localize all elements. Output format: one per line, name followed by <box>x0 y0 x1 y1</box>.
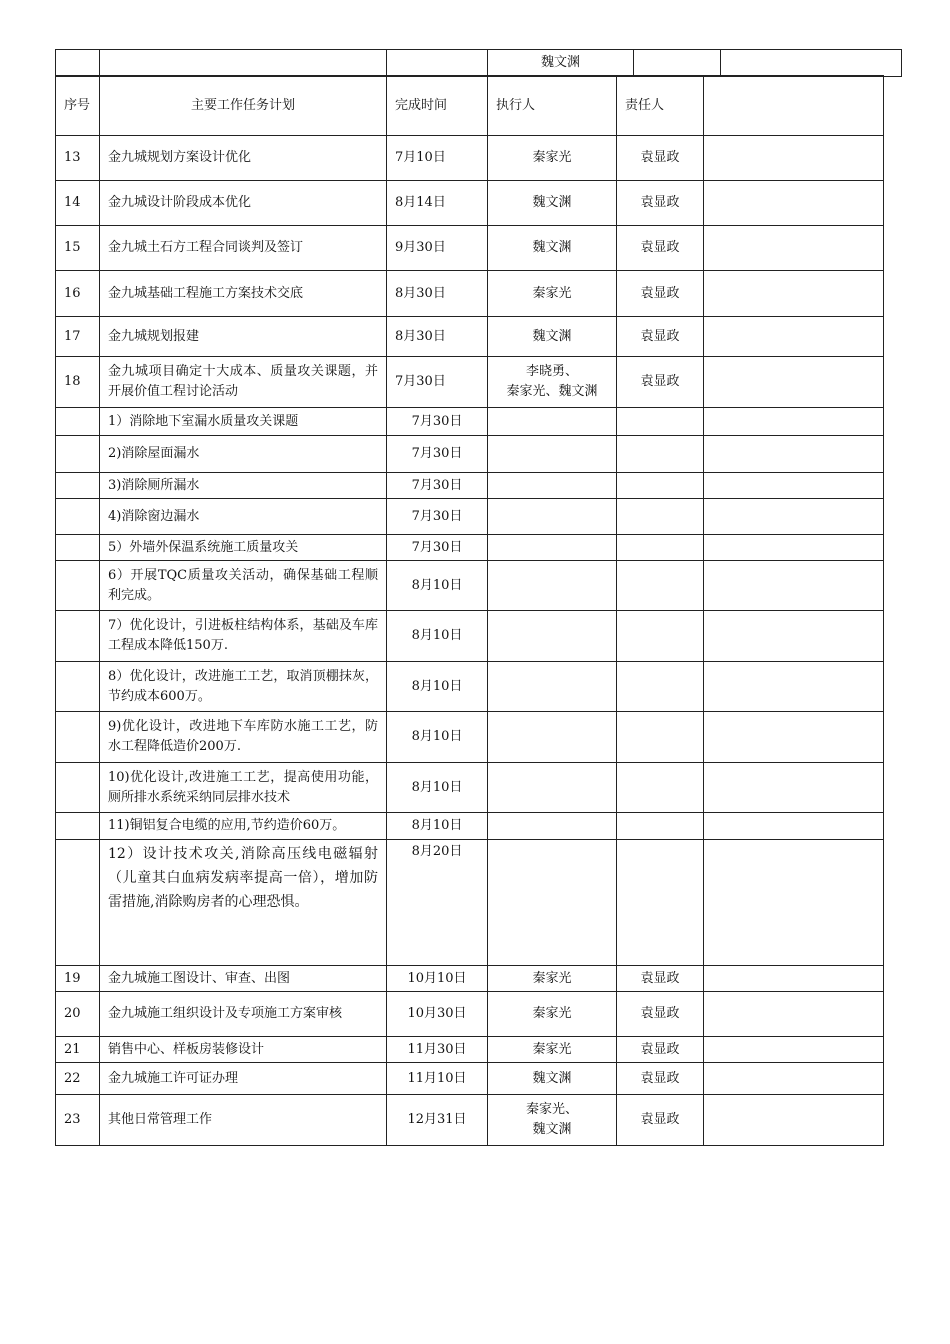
subtask-seq <box>56 840 100 966</box>
row-executor: 魏文渊 <box>488 1063 617 1095</box>
carryover-extra-cell <box>721 50 902 77</box>
subtask-text: 10)优化设计,改进施工工艺，提高使用功能，厕所排水系统采纳同层排水技术 <box>100 763 387 813</box>
row-extra <box>704 271 884 317</box>
subtask-responsible <box>617 712 704 763</box>
subtask-extra <box>704 763 884 813</box>
row-date: 10月30日 <box>387 992 488 1037</box>
row-date: 7月30日 <box>387 357 488 408</box>
subtask-date: 8月10日 <box>387 561 488 611</box>
subtask-seq <box>56 611 100 662</box>
subtask-seq <box>56 499 100 535</box>
subtask-responsible <box>617 611 704 662</box>
subtask-responsible <box>617 535 704 561</box>
subtask-extra <box>704 662 884 712</box>
subtask-responsible <box>617 436 704 473</box>
header-row <box>56 76 884 136</box>
table-row <box>56 1095 884 1146</box>
subtask-row <box>56 611 884 662</box>
subtask-text: 7）优化设计，引进板柱结构体系，基础及车库工程成本降低150万. <box>100 611 387 662</box>
row-responsible: 袁显政 <box>617 1037 704 1063</box>
subtask-text: 4)消除窗边漏水 <box>100 499 387 535</box>
row-task: 销售中心、样板房装修设计 <box>100 1037 387 1063</box>
subtask-executor <box>488 840 617 966</box>
row-seq: 17 <box>56 317 100 357</box>
subtask-extra <box>704 561 884 611</box>
row-seq: 18 <box>56 357 100 408</box>
row-responsible: 袁显政 <box>617 271 704 317</box>
row-responsible: 袁显政 <box>617 966 704 992</box>
carryover-row <box>56 50 902 77</box>
work-plan-table <box>55 75 884 1146</box>
subtask-executor <box>488 712 617 763</box>
executor-line: 魏文渊 <box>532 1122 572 1137</box>
carryover-row-table <box>55 49 902 77</box>
subtask-responsible <box>617 662 704 712</box>
executor-line: 李晓勇、 <box>525 364 578 379</box>
subtask-executor <box>488 611 617 662</box>
subtask-responsible <box>617 499 704 535</box>
subtask-date: 8月20日 <box>387 840 488 966</box>
subtask-date: 8月10日 <box>387 763 488 813</box>
header-responsible: 责任人 <box>617 76 704 136</box>
subtask-text: 1）消除地下室漏水质量攻关课题 <box>100 408 387 436</box>
row-extra <box>704 181 884 226</box>
carryover-task-cell <box>100 50 387 77</box>
row-seq: 15 <box>56 226 100 271</box>
row-extra <box>704 357 884 408</box>
subtask-extra <box>704 408 884 436</box>
row-task: 其他日常管理工作 <box>100 1095 387 1146</box>
row-date: 8月30日 <box>387 317 488 357</box>
subtask-seq <box>56 763 100 813</box>
subtask-seq <box>56 561 100 611</box>
subtask-extra <box>704 611 884 662</box>
subtask-executor <box>488 473 617 499</box>
subtask-text: 9)优化设计，改进地下车库防水施工工艺，防水工程降低造价200万. <box>100 712 387 763</box>
subtask-seq <box>56 712 100 763</box>
row-date: 12月31日 <box>387 1095 488 1146</box>
subtask-seq <box>56 436 100 473</box>
table-row <box>56 136 884 181</box>
subtask-date: 7月30日 <box>387 535 488 561</box>
subtask-row <box>56 813 884 840</box>
subtask-executor <box>488 561 617 611</box>
subtask-date: 8月10日 <box>387 662 488 712</box>
row-responsible: 袁显政 <box>617 317 704 357</box>
header-seq: 序号 <box>56 76 100 136</box>
row-extra <box>704 992 884 1037</box>
carryover-seq-cell <box>56 50 100 77</box>
row-executor: 秦家光 <box>488 966 617 992</box>
subtask-extra <box>704 712 884 763</box>
subtask-date: 8月10日 <box>387 813 488 840</box>
subtask-text: 5）外墙外保温系统施工质量攻关 <box>100 535 387 561</box>
row-responsible: 袁显政 <box>617 136 704 181</box>
subtask-text: 3)消除厕所漏水 <box>100 473 387 499</box>
subtask-extra <box>704 813 884 840</box>
row-responsible: 袁显政 <box>617 1095 704 1146</box>
subtask-executor <box>488 535 617 561</box>
row-seq: 22 <box>56 1063 100 1095</box>
table-row <box>56 992 884 1037</box>
subtask-extra <box>704 535 884 561</box>
subtask-text: 11)铜铝复合电缆的应用,节约造价60万。 <box>100 813 387 840</box>
subtask-executor <box>488 662 617 712</box>
subtask-responsible <box>617 840 704 966</box>
subtask-text: 8）优化设计，改进施工工艺，取消顶棚抹灰，节约成本600万。 <box>100 662 387 712</box>
row-extra <box>704 1095 884 1146</box>
subtask-responsible <box>617 408 704 436</box>
row-task: 金九城土石方工程合同谈判及签订 <box>100 226 387 271</box>
subtask-row <box>56 535 884 561</box>
row-seq: 23 <box>56 1095 100 1146</box>
row-task: 金九城规划报建 <box>100 317 387 357</box>
row-executor: 魏文渊 <box>488 181 617 226</box>
table-row <box>56 1037 884 1063</box>
row-extra <box>704 1063 884 1095</box>
subtask-executor <box>488 813 617 840</box>
row-date: 7月10日 <box>387 136 488 181</box>
row-responsible: 袁显政 <box>617 226 704 271</box>
row-executor: 秦家光 <box>488 992 617 1037</box>
subtask-date: 8月10日 <box>387 611 488 662</box>
subtask-row <box>56 763 884 813</box>
table-row <box>56 226 884 271</box>
subtask-date: 7月30日 <box>387 499 488 535</box>
row-seq: 16 <box>56 271 100 317</box>
subtask-row <box>56 712 884 763</box>
row-task: 金九城基础工程施工方案技术交底 <box>100 271 387 317</box>
header-task: 主要工作任务计划 <box>100 76 387 136</box>
subtask-seq <box>56 662 100 712</box>
row-date: 11月30日 <box>387 1037 488 1063</box>
subtask-row <box>56 840 884 966</box>
subtask-text: 2)消除屋面漏水 <box>100 436 387 473</box>
row-responsible: 袁显政 <box>617 181 704 226</box>
row-responsible: 袁显政 <box>617 992 704 1037</box>
table-row <box>56 271 884 317</box>
subtask-text: 12）设计技术攻关,消除高压线电磁辐射（儿童其白血病发病率提高一倍），增加防雷措施,消除购房者的心理恐惧。 <box>100 840 387 966</box>
subtask-seq <box>56 408 100 436</box>
row-executor: 魏文渊 <box>488 226 617 271</box>
subtask-executor <box>488 763 617 813</box>
subtask-row <box>56 499 884 535</box>
subtask-extra <box>704 499 884 535</box>
row-seq: 14 <box>56 181 100 226</box>
subtask-row <box>56 436 884 473</box>
row-executor <box>488 1095 617 1146</box>
subtask-date: 8月10日 <box>387 712 488 763</box>
subtask-date: 7月30日 <box>387 473 488 499</box>
row-task: 金九城规划方案设计优化 <box>100 136 387 181</box>
subtask-executor <box>488 499 617 535</box>
table-row <box>56 317 884 357</box>
subtask-executor <box>488 436 617 473</box>
row-seq: 20 <box>56 992 100 1037</box>
subtask-seq <box>56 813 100 840</box>
row-extra <box>704 1037 884 1063</box>
subtask-date: 7月30日 <box>387 408 488 436</box>
row-responsible: 袁显政 <box>617 357 704 408</box>
row-task: 金九城施工许可证办理 <box>100 1063 387 1095</box>
row-date: 9月30日 <box>387 226 488 271</box>
table-row <box>56 357 884 408</box>
subtask-responsible <box>617 813 704 840</box>
row-date: 8月30日 <box>387 271 488 317</box>
header-extra <box>704 76 884 136</box>
row-executor: 魏文渊 <box>488 317 617 357</box>
subtask-executor <box>488 408 617 436</box>
subtask-row <box>56 408 884 436</box>
subtask-row <box>56 662 884 712</box>
row-executor <box>488 357 617 408</box>
table-row <box>56 181 884 226</box>
row-task: 金九城施工组织设计及专项施工方案审核 <box>100 992 387 1037</box>
row-extra <box>704 317 884 357</box>
subtask-seq <box>56 535 100 561</box>
table-row <box>56 1063 884 1095</box>
executor-line: 秦家光、魏文渊 <box>506 384 598 399</box>
carryover-responsible-cell <box>634 50 721 77</box>
subtask-responsible <box>617 473 704 499</box>
row-task: 金九城设计阶段成本优化 <box>100 181 387 226</box>
subtask-extra <box>704 840 884 966</box>
row-seq: 19 <box>56 966 100 992</box>
row-date: 10月10日 <box>387 966 488 992</box>
row-task: 金九城项目确定十大成本、质量攻关课题，并开展价值工程讨论活动 <box>100 357 387 408</box>
row-date: 8月14日 <box>387 181 488 226</box>
row-executor: 秦家光 <box>488 1037 617 1063</box>
row-executor: 秦家光 <box>488 136 617 181</box>
header-executor: 执行人 <box>488 76 617 136</box>
row-responsible: 袁显政 <box>617 1063 704 1095</box>
row-seq: 21 <box>56 1037 100 1063</box>
row-extra <box>704 136 884 181</box>
row-extra <box>704 966 884 992</box>
carryover-executor-cell: 魏文渊 <box>488 50 634 77</box>
subtask-row <box>56 473 884 499</box>
executor-line: 秦家光、 <box>525 1102 578 1117</box>
table-row <box>56 966 884 992</box>
subtask-responsible <box>617 763 704 813</box>
row-extra <box>704 226 884 271</box>
row-seq: 13 <box>56 136 100 181</box>
subtask-row <box>56 561 884 611</box>
subtask-extra <box>704 473 884 499</box>
carryover-date-cell <box>387 50 488 77</box>
subtask-date: 7月30日 <box>387 436 488 473</box>
row-executor: 秦家光 <box>488 271 617 317</box>
subtask-seq <box>56 473 100 499</box>
row-task: 金九城施工图设计、审查、出图 <box>100 966 387 992</box>
subtask-responsible <box>617 561 704 611</box>
subtask-extra <box>704 436 884 473</box>
subtask-text: 6）开展TQC质量攻关活动，确保基础工程顺利完成。 <box>100 561 387 611</box>
row-date: 11月10日 <box>387 1063 488 1095</box>
header-date: 完成时间 <box>387 76 488 136</box>
